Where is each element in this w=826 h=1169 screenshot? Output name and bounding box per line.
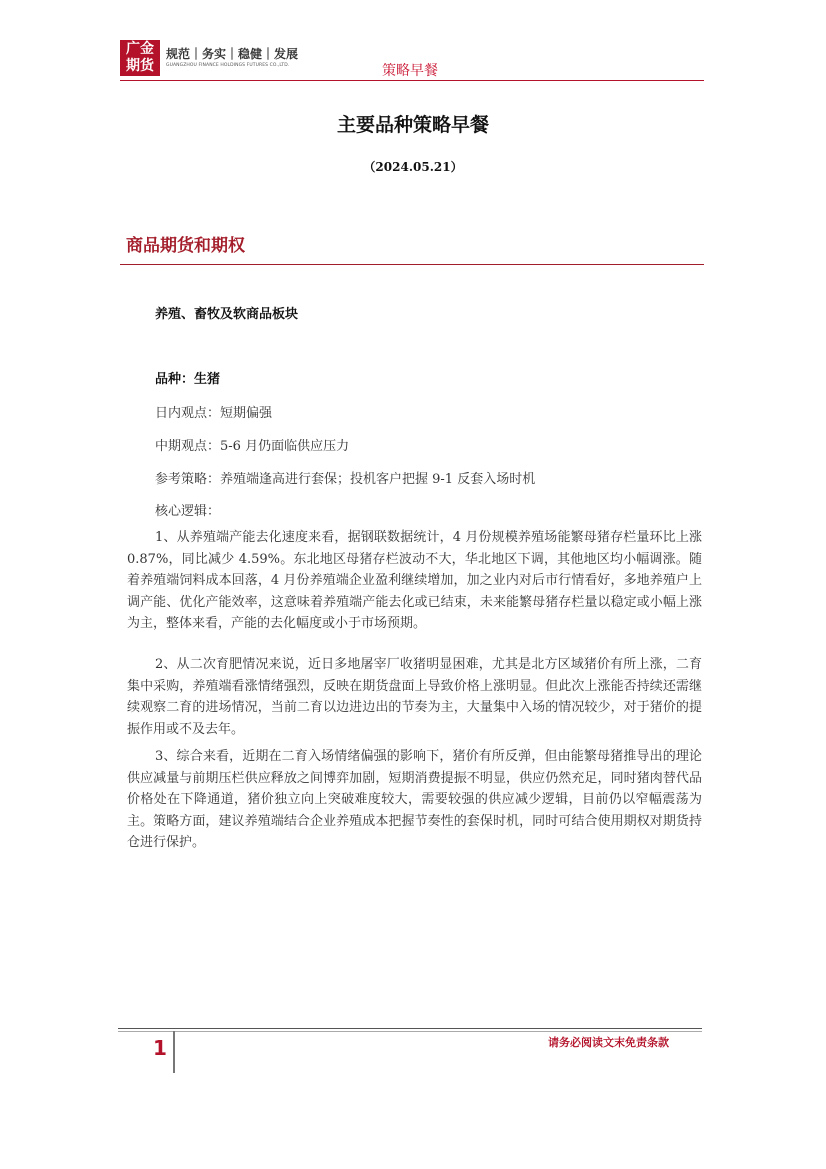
variety-heading: 品种：生猪 bbox=[155, 372, 221, 387]
subsection-heading: 养殖、畜牧及软商品板块 bbox=[155, 307, 299, 322]
logic-paragraph-1: 1、从养殖端产能去化速度来看，据钢联数据统计，4 月份规模养殖场能繁母猪存栏量环比上涨 0.87%，同比减少 4.59%。东北地区母猪存栏波动不大，华北地区下调，其他地区均小幅调涨。随着养殖端饲料成本回落，4 月份养殖端企业盈利继续增加，加之业内对后市行情看好，多地养殖户上调产能、优化产能效率，这意味着养殖端产能去化或已结束，未来能繁母猪存栏量以稳定或小幅上涨为主，整体来看，产能的去化幅度或小于市场预期。 bbox=[127, 530, 702, 631]
report-date: （2024.05.21） bbox=[363, 160, 463, 174]
section-divider bbox=[120, 264, 704, 265]
section-heading: 商品期货和期权 bbox=[126, 236, 245, 256]
logic-paragraph-2: 2、从二次育肥情况来说，近日多地屠宰厂收猪明显困难，尤其是北方区域猪价有所上涨，二育集中采购，养殖端看涨情绪强烈，反映在期货盘面上导致价格上涨明显。但此次上涨能否持续还需继续观察二育的进场情况，当前二育以边进边出的节奏为主，大量集中入场的情况较少，对于猪价的提振作用或不及去年。 bbox=[127, 657, 702, 737]
disclaimer-notice: 请务必阅读文末免责条款 bbox=[548, 1036, 669, 1049]
doc-type-tag: 策略早餐 bbox=[382, 63, 438, 79]
logic-paragraph-3: 3、综合来看，近期在二育入场情绪偏强的影响下，猪价有所反弹，但由能繁母猪推导出的理论供应减量与前期压栏供应释放之间博弈加剧，短期消费提振不明显，供应仍然充足，同时猪肉替代品价格处在下降通道，猪价独立向上突破难度较大，需要较强的供应减少逻辑，目前仍以窄幅震荡为主。策略方面，建议养殖端结合企业养殖成本把握节奏性的套保时机，同时可结合使用期权对期货持仓进行保护。 bbox=[127, 749, 702, 850]
company-slogan: 规范｜务实｜稳健｜发展 bbox=[166, 47, 299, 61]
logo-text-line1: 广金 bbox=[126, 41, 154, 57]
midterm-view: 中期观点：5-6 月仍面临供应压力 bbox=[155, 439, 350, 454]
company-logo bbox=[120, 40, 160, 76]
footer-vertical-bar bbox=[173, 1031, 175, 1073]
footer-divider bbox=[118, 1028, 702, 1029]
reference-strategy: 参考策略：养殖端逢高进行套保；投机客户把握 9-1 反套入场时机 bbox=[155, 472, 536, 487]
page-title: 主要品种策略早餐 bbox=[336, 114, 489, 136]
header-divider bbox=[120, 80, 704, 81]
core-logic-label: 核心逻辑： bbox=[155, 504, 221, 519]
footer-divider-secondary bbox=[118, 1031, 702, 1032]
company-name-en: GUANGZHOU FINANCE HOLDINGS FUTURES CO.,LTD. bbox=[166, 63, 290, 68]
page-number: 1 bbox=[153, 1036, 167, 1060]
logo-text-line2: 期货 bbox=[126, 58, 154, 74]
intraday-view: 日内观点：短期偏强 bbox=[155, 406, 273, 421]
